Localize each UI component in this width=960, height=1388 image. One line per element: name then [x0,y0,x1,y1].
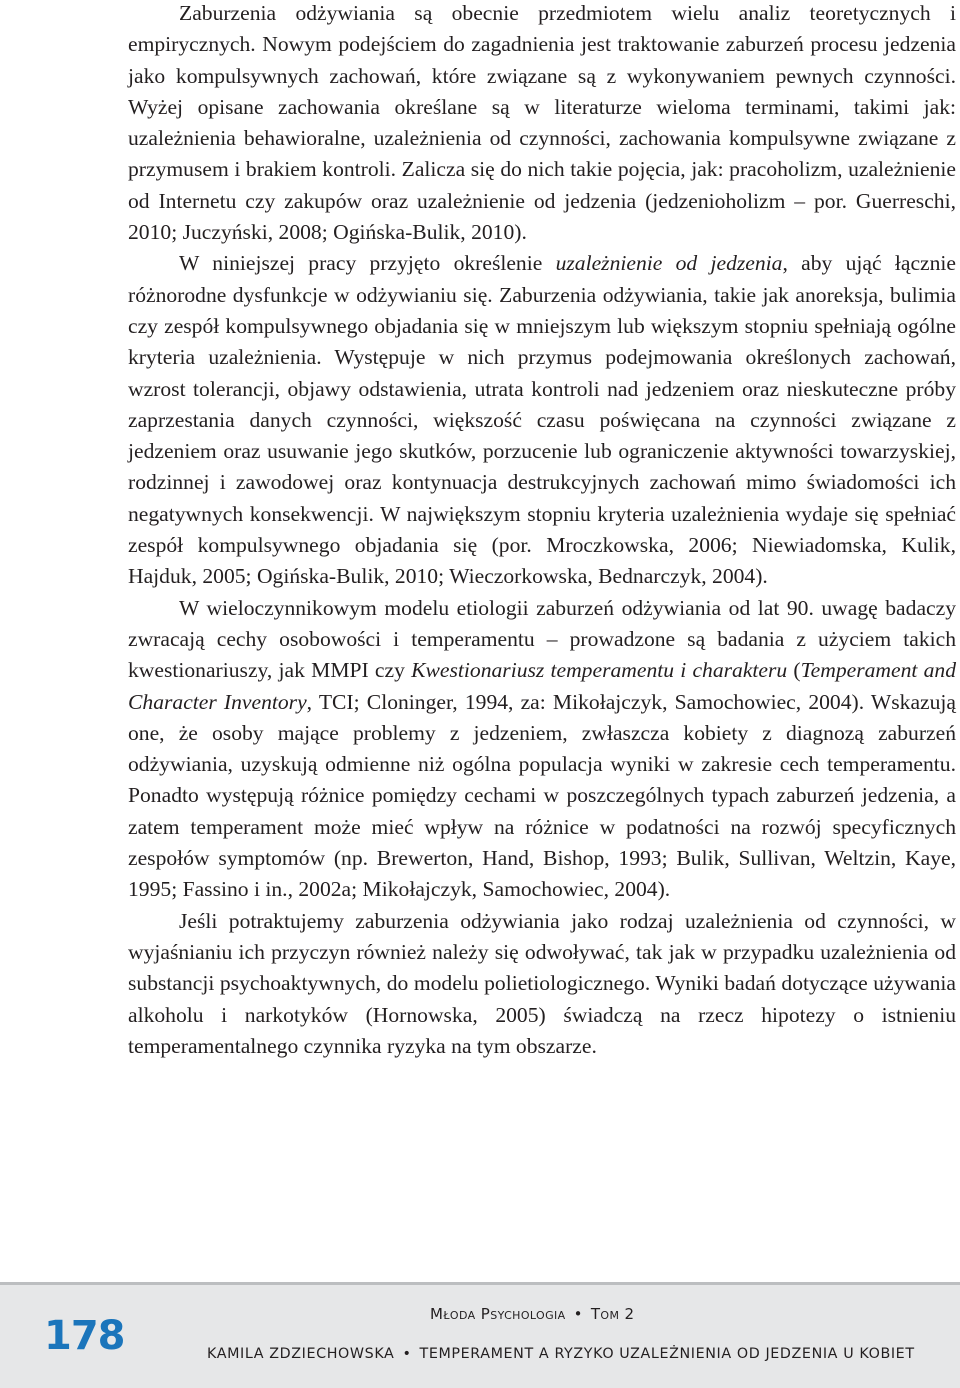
page-number: 178 [44,1313,125,1359]
paragraph [128,593,956,906]
author-name: KAMILA ZDZIECHOWSKA [207,1346,395,1362]
article-title: TEMPERAMENT A RYZYKO UZALEŻNIENIA OD JEDZENIA U KOBIET [419,1346,915,1362]
italic-text: uzależnienie od jedzenia [555,251,783,276]
italic-text: Kwestionariusz temperamentu i charakteru [411,658,788,683]
text-run: , TCI; Cloninger, 1994, za: Mikołajczyk, Samochowiec, 2004). Wskazują one, że osoby mające problemy z jedzeniem, zwłaszcza kobiety z diagnozą zaburzeń odżywiania, uzyskują odmienne niż ogólna populacja wyniki w zakresie cech temperamentu. Ponadto występują różnice pomiędzy cechami w poszczególnych typach zaburzeń jedzenia, a zatem temperament może mieć wpływ na różnice w podatności na rozwój specyficznych zespołów symptomów (np. Brewerton, Hand, Bishop, 1993; Bulik, Sullivan, Weltzin, Kaye, 1995; Fassino i in., 2002a; Mikołajczyk, Samochowiec, 2004). [128,689,956,902]
text-run: ( [787,658,801,683]
paragraph [128,0,956,248]
text-run: W niniejszej pracy przyjęto określenie [179,251,556,276]
journal-volume: Tom 2 [590,1305,635,1323]
footer-band [0,1282,960,1388]
separator-dot: • [402,1346,412,1362]
text-run: Jeśli potraktujemy zaburzenia odżywiania jako rodzaj uzależnienia od czynności, w wyjaśnianiu ich przyczyn również należy się odwoływać, tak jak w przypadku uzależnienia od substancji psychoaktywnych, do modelu polietiologicznego. Wyniki badań dotyczące używania alkoholu i narkotyków (Hornowska, 2005) świadczą na rzecz hipotezy o istnieniu temperamentalnego czynnika ryzyka na tym obszarze. [128,908,956,1058]
running-head-journal [430,1304,634,1324]
text-run: , aby ująć łącznie różnorodne dysfunkcje w odżywianiu się. Zaburzenia odżywiania, takie jak anoreksja, bulimia czy zespół kompulsywnego objadania się w mniejszym lub większym stopniu spełniają ogólne kryteria uzależnienia. Występuje w nich przymus podejmowania określonych zachowań, wzrost tolerancji, objawy odstawienia, utrata kontroli nad jedzeniem oraz nieskuteczne próby zaprzestania danych czynności, większość czasu poświęcana na czynności związane z jedzeniem oraz usuwanie jego skutków, porzucenie lub ograniczenie aktywności towarzyskiej, rodzinnej i zawodowej oraz kontynuacja destrukcyjnych zachowań mimo świadomości ich negatywnych konsekwencji. W największym stopniu kryteria uzależnienia wydaje się spełniać zespół kompulsywnego objadania się (por. Mroczkowska, 2006; Niewiadomska, Kulik, Hajduk, 2005; Ogińska-Bulik, 2010; Wieczorkowska, Bednarczyk, 2004). [128,251,956,589]
text-run: Zaburzenia odżywiania są obecnie przedmiotem wielu analiz teoretycznych i empirycznych. Nowym podejściem do zagadnienia jest traktowanie zaburzeń procesu jedzenia jako kompulsywnych zachowań, które związane są z wykonywaniem pewnych czynności. Wyżej opisane zachowania określane są w literaturze wieloma terminami, takimi jak: uzależnienia behawioralne, uzależnienia od czynności, zachowania kompulsywne związane z przymusem i brakiem kontroli. Zalicza się do nich takie pojęcia, jak: pracoholizm, uzależnienie od Internetu czy zakupów oraz uzależnienie od jedzenia (jedzenioholizm – por. Guerreschi, 2010; Juczyński, 2008; Ogińska-Bulik, 2010). [128,1,956,245]
page-footer [0,1282,960,1388]
journal-name: Młoda Psychologia [430,1305,566,1323]
running-head-article [207,1344,915,1364]
footer-divider [0,1282,960,1285]
text-run: W wieloczynnikowym modelu etiologii zaburzeń odżywiania od lat 90. uwagę badaczy zwracają cechy osobowości i temperamentu – prowadzone są badania z użyciem takich kwestionariuszy, jak MMPI czy [128,595,956,683]
body-text [128,0,956,1062]
paragraph [128,248,956,592]
italic-text: Temperament and Character Inventory [128,658,956,714]
paragraph [128,906,956,1062]
separator-dot: • [573,1305,583,1323]
